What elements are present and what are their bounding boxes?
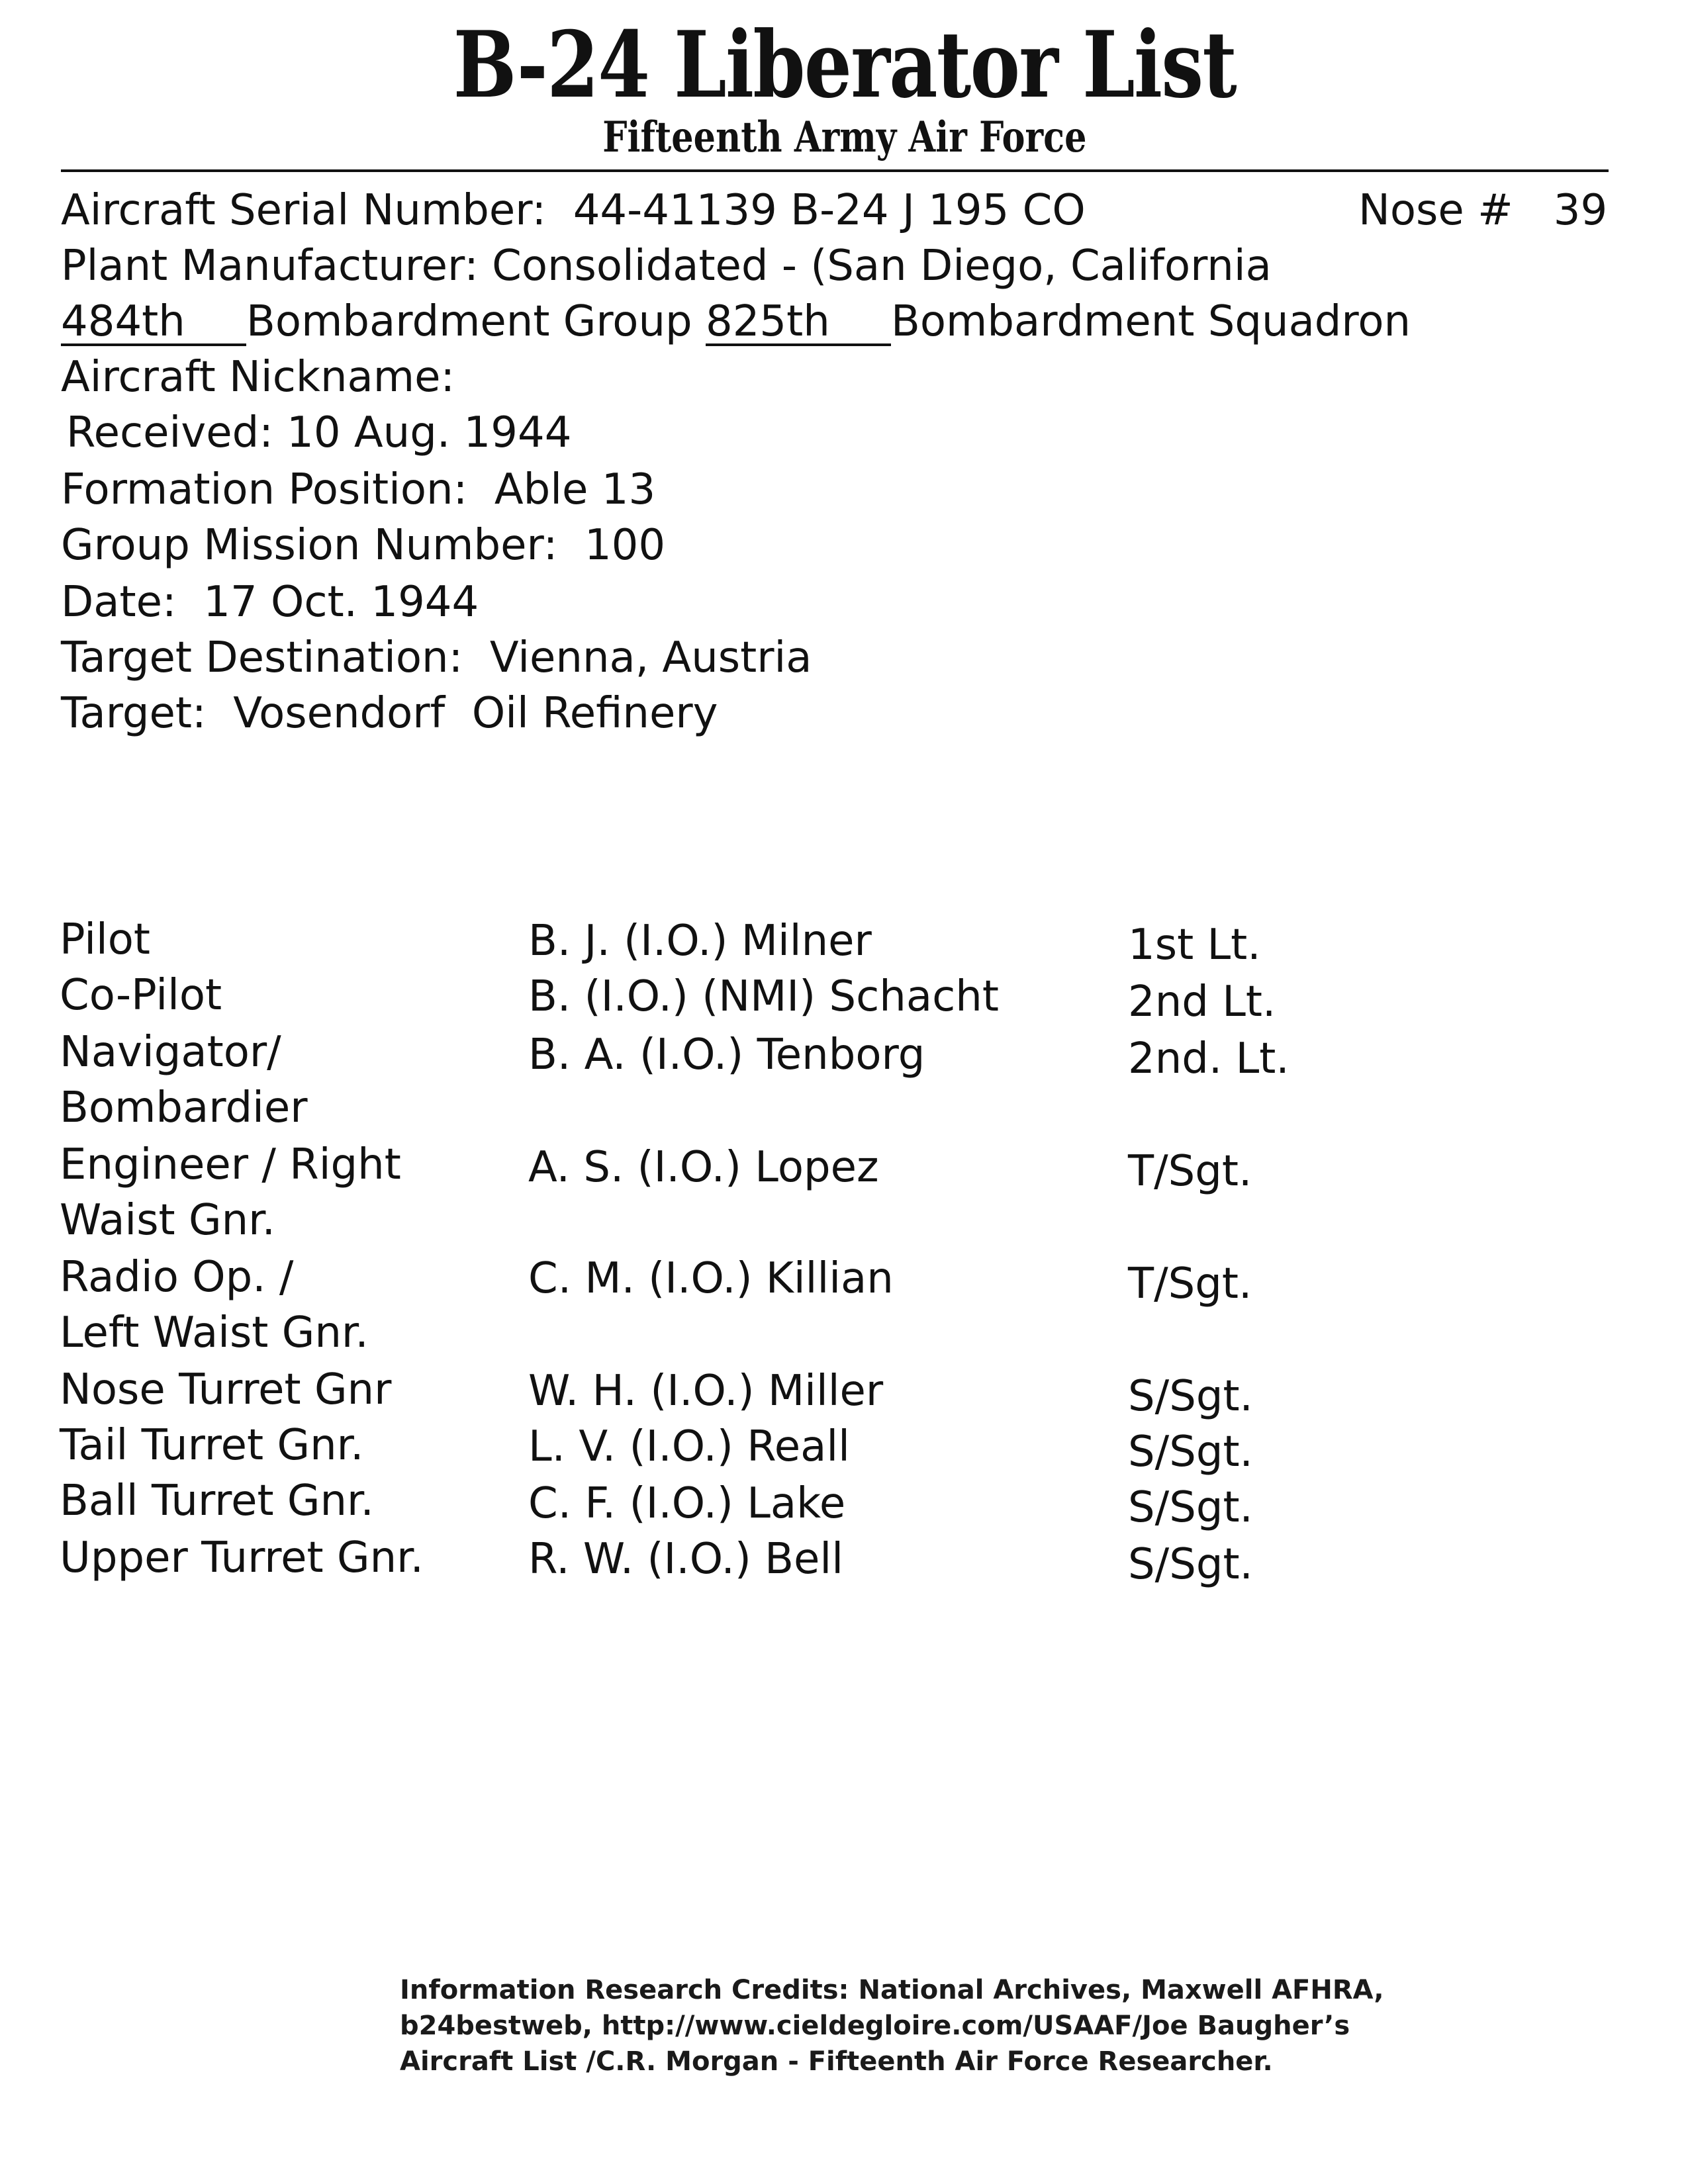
- credits-line: Information Research Credits: National Archives, Maxwell AFHRA,: [400, 1975, 1384, 2005]
- crew-rank: T/Sgt.: [1128, 1147, 1252, 1196]
- received-value: 10 Aug. 1944: [287, 408, 572, 457]
- nickname-label: Aircraft Nickname:: [61, 353, 455, 402]
- received-row: [66, 406, 571, 459]
- page-title: B-24 Liberator List: [453, 11, 1237, 118]
- crew-role: Engineer / Right: [60, 1140, 401, 1189]
- crew-rank: 2nd. Lt.: [1128, 1034, 1289, 1083]
- destination-row: [61, 631, 812, 684]
- crew-name: W. H. (I.O.) Miller: [528, 1367, 884, 1416]
- crew-rank: S/Sgt.: [1128, 1540, 1253, 1589]
- crew-role: Radio Op. /: [60, 1253, 294, 1302]
- mission-label: Group Mission Number:: [61, 521, 558, 570]
- crew-rank: 2nd Lt.: [1128, 978, 1276, 1026]
- date-row: [61, 576, 479, 629]
- crew-role-continued: Left Waist Gnr.: [60, 1308, 369, 1357]
- nose-row: [1358, 184, 1607, 237]
- crew-rank: S/Sgt.: [1128, 1372, 1253, 1421]
- destination-value: Vienna, Austria: [489, 633, 812, 682]
- group-value: 484th: [61, 300, 246, 346]
- crew-name: L. V. (I.O.) Reall: [528, 1422, 850, 1471]
- crew-rank: S/Sgt.: [1128, 1428, 1253, 1477]
- formation-label: Formation Position:: [61, 465, 468, 514]
- squadron-value: 825th: [706, 300, 891, 346]
- crew-role-continued: Waist Gnr.: [60, 1196, 275, 1245]
- date-label: Date:: [61, 578, 177, 627]
- nickname-row: [61, 351, 468, 404]
- crew-name: A. S. (I.O.) Lopez: [528, 1143, 879, 1192]
- crew-name: C. F. (I.O.) Lake: [528, 1479, 846, 1528]
- crew-role-continued: Bombardier: [60, 1083, 308, 1132]
- crew-role: Navigator/: [60, 1028, 281, 1077]
- nose-label: Nose #: [1358, 186, 1513, 235]
- formation-value: Able 13: [494, 465, 656, 514]
- title-divider: [61, 169, 1609, 172]
- plant-label: Plant Manufacturer:: [61, 242, 479, 291]
- credits-line: b24bestweb, http://www.cieldegloire.com/USAAF/Joe Baugher’s: [400, 2011, 1350, 2041]
- page-subtitle: Fifteenth Army Air Force: [602, 113, 1087, 162]
- crew-rank: 1st Lt.: [1128, 921, 1261, 970]
- crew-rank: T/Sgt.: [1128, 1259, 1252, 1308]
- serial-label: Aircraft Serial Number:: [61, 186, 546, 235]
- received-label: Received:: [66, 408, 273, 457]
- crew-name: B. J. (I.O.) Milner: [528, 917, 872, 966]
- crew-name: R. W. (I.O.) Bell: [528, 1535, 843, 1584]
- research-credits: [400, 1972, 1393, 2079]
- date-value: 17 Oct. 1944: [203, 578, 479, 627]
- plant-row: [61, 240, 1272, 293]
- nose-value: 39: [1553, 186, 1608, 235]
- crew-role: Pilot: [60, 915, 150, 964]
- mission-row: [61, 519, 665, 572]
- target-row: [61, 687, 718, 740]
- crew-role: Tail Turret Gnr.: [60, 1421, 364, 1470]
- crew-rank: S/Sgt.: [1128, 1483, 1253, 1532]
- serial-row: [61, 184, 1086, 237]
- crew-name: B. A. (I.O.) Tenborg: [528, 1030, 925, 1079]
- unit-row: [61, 295, 1411, 348]
- crew-name: C. M. (I.O.) Killian: [528, 1254, 894, 1303]
- group-label: Bombardment Group: [246, 297, 692, 346]
- squadron-label: Bombardment Squadron: [890, 297, 1411, 346]
- crew-name: B. (I.O.) (NMI) Schacht: [528, 972, 999, 1021]
- target-label: Target:: [61, 689, 207, 738]
- credits-line: Aircraft List /C.R. Morgan - Fifteenth Air Force Researcher.: [400, 2046, 1273, 2077]
- crew-role: Co-Pilot: [60, 971, 222, 1020]
- crew-role: Nose Turret Gnr: [60, 1365, 392, 1414]
- mission-value: 100: [584, 521, 666, 570]
- plant-value: Consolidated - (San Diego, California: [492, 242, 1272, 291]
- crew-role: Ball Turret Gnr.: [60, 1477, 374, 1525]
- crew-role: Upper Turret Gnr.: [60, 1533, 424, 1582]
- formation-row: [61, 463, 655, 516]
- destination-label: Target Destination:: [61, 633, 463, 682]
- target-value: Vosendorf Oil Refinery: [233, 689, 718, 738]
- serial-value: 44-41139 B-24 J 195 CO: [573, 186, 1086, 235]
